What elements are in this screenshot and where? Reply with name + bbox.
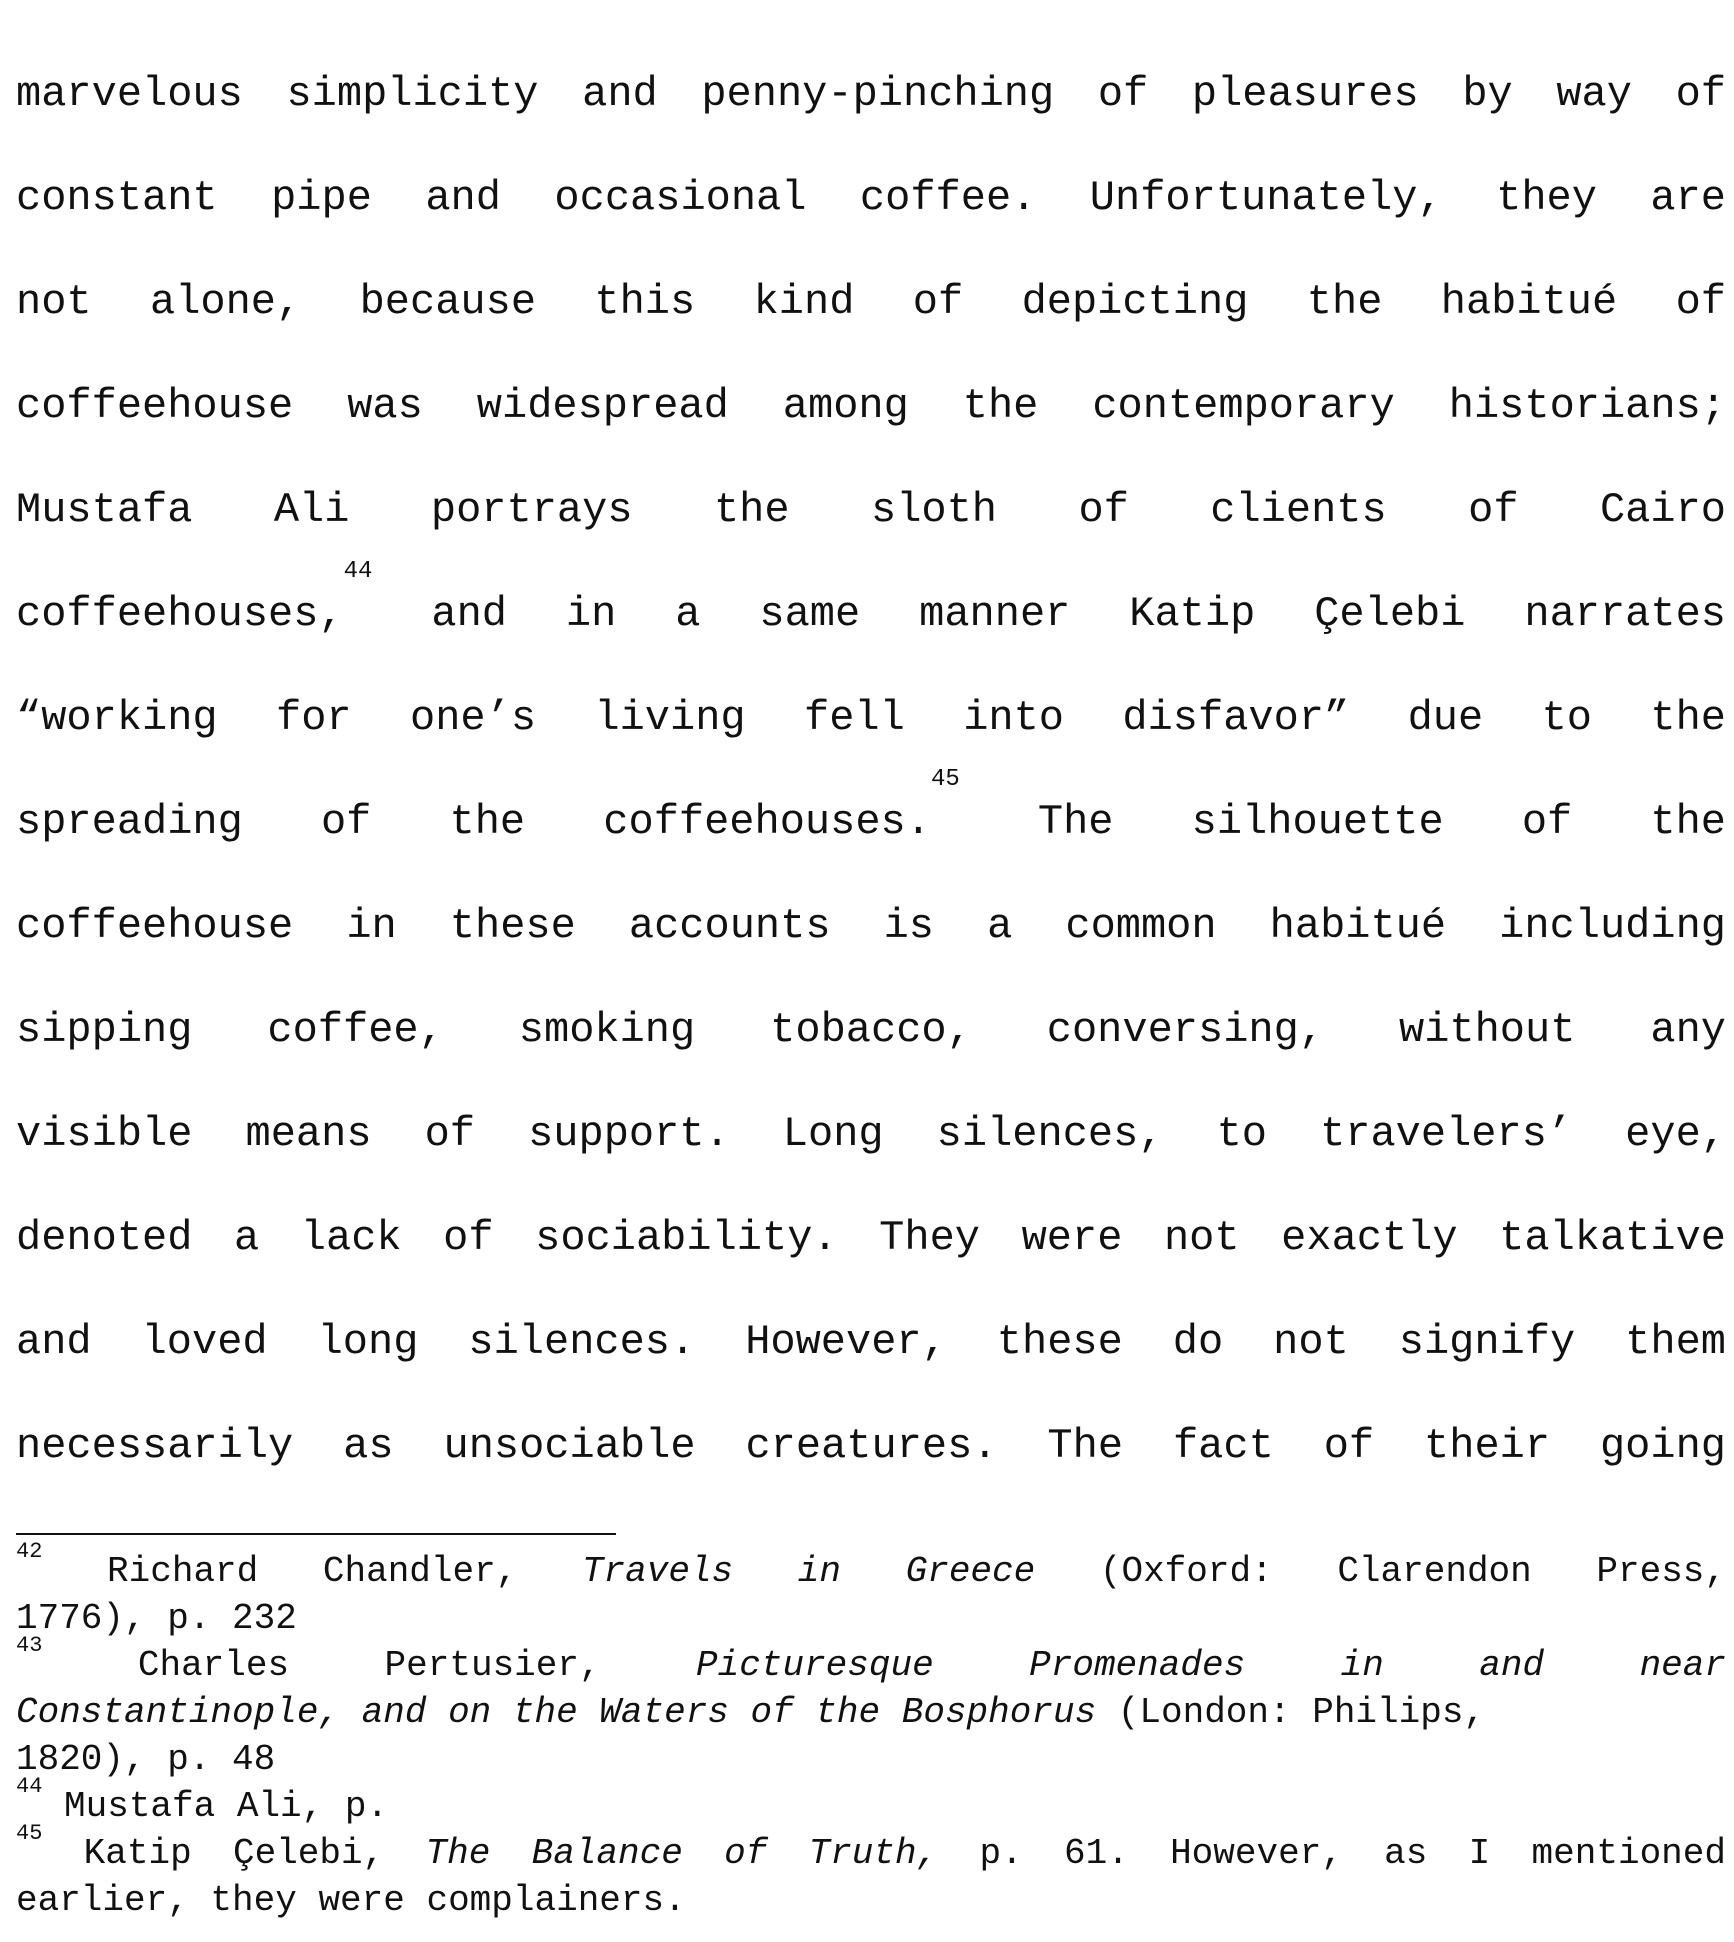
body-line: and loved long silences. However, these do not signify them <box>16 1318 1726 1366</box>
footnote-42 <box>16 1539 1726 1595</box>
footnote-45 <box>16 1821 1726 1877</box>
body-line <box>16 558 1726 666</box>
footnote-separator <box>16 1533 616 1535</box>
footnote-text: (Oxford: Clarendon Press, <box>1035 1551 1726 1592</box>
footnote-text: Charles Pertusier, <box>42 1645 697 1686</box>
footnote-title: The Balance of Truth, <box>425 1833 939 1874</box>
body-line-text: coffeehouses, <box>16 590 344 638</box>
footnote-43-cont <box>16 1689 1726 1736</box>
footnote-number: 45 <box>16 1821 43 1846</box>
body-line: visible means of support. Long silences, to travelers’ eye, <box>16 1110 1726 1158</box>
body-line: marvelous simplicity and penny-pinching of pleasures by way of <box>16 70 1726 118</box>
body-line: coffeehouse was widespread among the contemporary historians; <box>16 382 1726 430</box>
body-line-text: spreading of the coffeehouses. <box>16 798 931 846</box>
body-line-text: The silhouette of the <box>959 798 1726 846</box>
footnote-title: Travels in Greece <box>581 1551 1036 1592</box>
footnote-43-cont: 1820), p. 48 <box>16 1739 276 1780</box>
footnote-text: (London: Philips, <box>1096 1692 1486 1733</box>
body-line: denoted a lack of sociability. They were not exactly talkative <box>16 1214 1726 1262</box>
footnote-44 <box>16 1774 1726 1830</box>
body-line: sipping coffee, smoking tobacco, conversing, without any <box>16 1006 1726 1054</box>
footnotes <box>16 1539 1726 1924</box>
footnote-ref-45[interactable]: 45 <box>930 766 960 793</box>
body-line: “working for one’s living fell into disfavor” due to the <box>16 694 1726 742</box>
footnote-text: Mustafa Ali, p. <box>42 1786 389 1827</box>
footnote-title: Constantinople, and on the Waters of the Bosphorus <box>16 1692 1097 1733</box>
footnote-45-cont: earlier, they were complainers. <box>16 1880 686 1921</box>
footnote-43 <box>16 1633 1726 1689</box>
body-line: Mustafa Ali portrays the sloth of clients of Cairo <box>16 486 1726 534</box>
body-text <box>16 42 1726 1498</box>
footnote-text: Richard Chandler, <box>42 1551 582 1592</box>
footnote-title: Picturesque Promenades in and near <box>696 1645 1726 1686</box>
footnote-text: p. 61. However, as I mentioned <box>938 1833 1726 1874</box>
body-line: constant pipe and occasional coffee. Unfortunately, they are <box>16 174 1726 222</box>
footnote-number: 43 <box>16 1633 43 1658</box>
footnote-ref-44[interactable]: 44 <box>343 558 373 585</box>
body-line: coffeehouse in these accounts is a common habitué including <box>16 902 1726 950</box>
footnote-number: 42 <box>16 1539 43 1564</box>
footnote-text: Katip Çelebi, <box>42 1833 426 1874</box>
page-body <box>16 42 1726 1498</box>
footnote-42-cont: 1776), p. 232 <box>16 1598 297 1639</box>
body-line <box>16 766 1726 874</box>
footnote-number: 44 <box>16 1774 43 1799</box>
body-line-text: and in a same manner Katip Çelebi narrates <box>372 590 1726 638</box>
body-line: necessarily as unsociable creatures. The fact of their going <box>16 1422 1726 1470</box>
body-line: not alone, because this kind of depicting the habitué of <box>16 278 1726 326</box>
